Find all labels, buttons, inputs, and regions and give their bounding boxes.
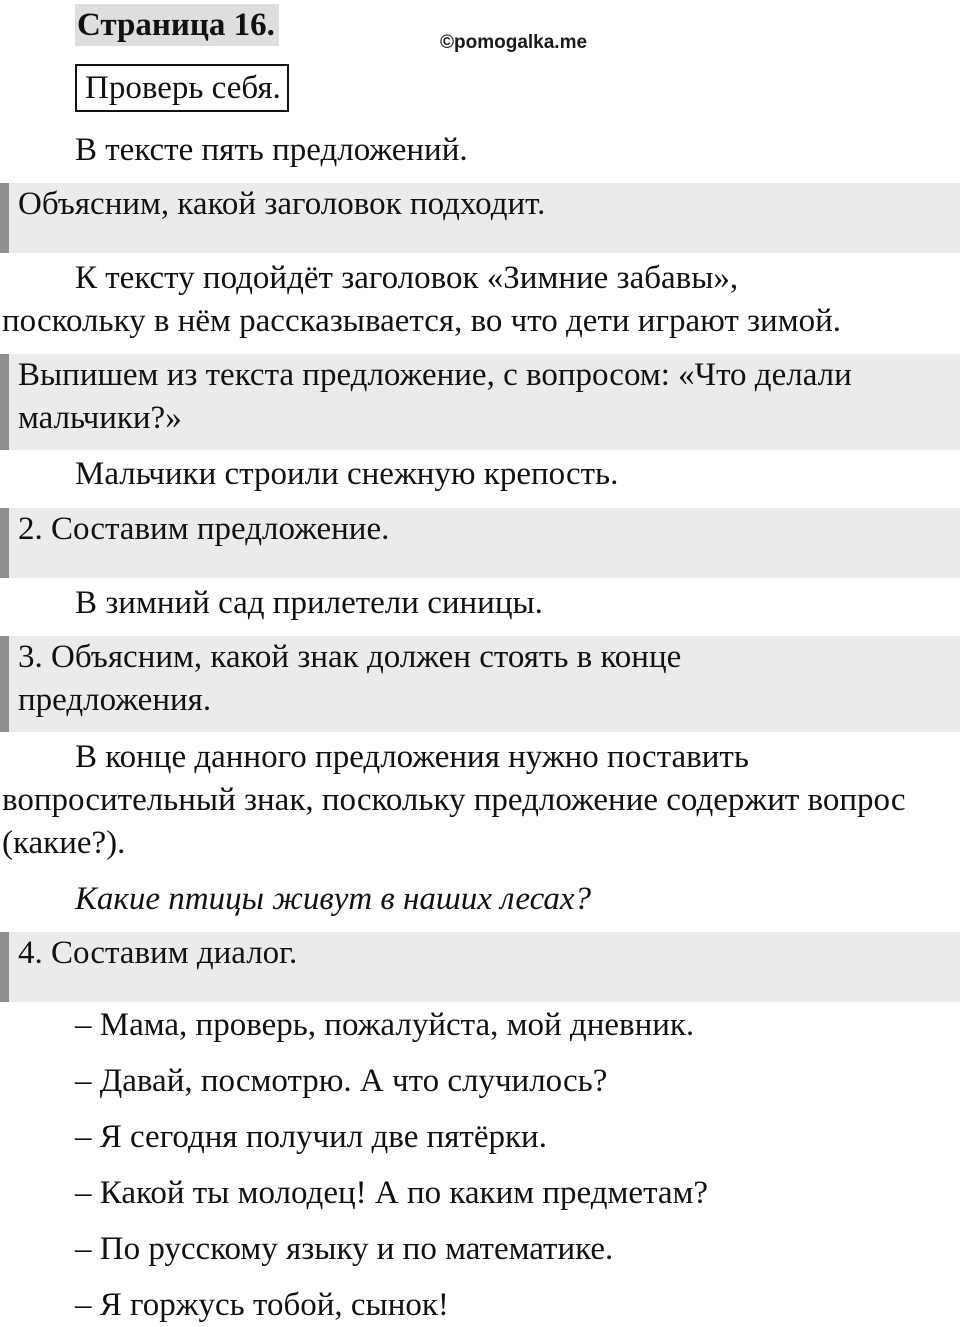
watermark: ©pomogalka.me (440, 32, 588, 53)
dialog-line: – Я сегодня получил две пятёрки. (75, 1119, 547, 1155)
task-3-heading: 3. Объясним, какой знак должен стоять в конце предложения. (0, 636, 960, 732)
paragraph-example-question: Какие птицы живут в наших лесах? (75, 881, 592, 917)
task-write-sentence-heading: Выпишем из текста предложение, с вопросом: «Что делали мальчики?» (0, 354, 960, 450)
paragraph-title-answer-line2: поскольку в нём рассказывается, во что дети играют зимой. (2, 303, 842, 339)
dialog-line: – Мама, проверь, пожалуйста, мой дневник. (75, 1007, 695, 1043)
paragraph-punctuation-answer: В конце данного предложения нужно поставить вопросительный знак, поскольку предложение содержит вопрос (какие?). (2, 739, 906, 861)
paragraph-boys-sentence: Мальчики строили снежную крепость. (75, 456, 619, 492)
paragraph-sentence-count: В тексте пять предложений. (75, 132, 468, 168)
dialog-line: – Я горжусь тобой, сынок! (75, 1287, 449, 1323)
dialog-line: – По русскому языку и по математике. (75, 1231, 614, 1267)
paragraph-composed-sentence: В зимний сад прилетели синицы. (75, 585, 543, 621)
task-4-heading: 4. Составим диалог. (0, 932, 960, 1002)
dialog-line: – Какой ты молодец! А по каким предметам? (75, 1175, 709, 1211)
task-title-heading: Объясним, какой заголовок подходит. (0, 183, 960, 253)
task-2-heading: 2. Составим предложение. (0, 508, 960, 578)
dialog-line: – Давай, посмотрю. А что случилось? (75, 1063, 608, 1099)
page-title: Страница 16. (75, 4, 279, 46)
paragraph-title-answer-line1: К тексту подойдёт заголовок «Зимние забавы», (75, 260, 739, 296)
check-yourself-label: Проверь себя. (75, 64, 289, 112)
